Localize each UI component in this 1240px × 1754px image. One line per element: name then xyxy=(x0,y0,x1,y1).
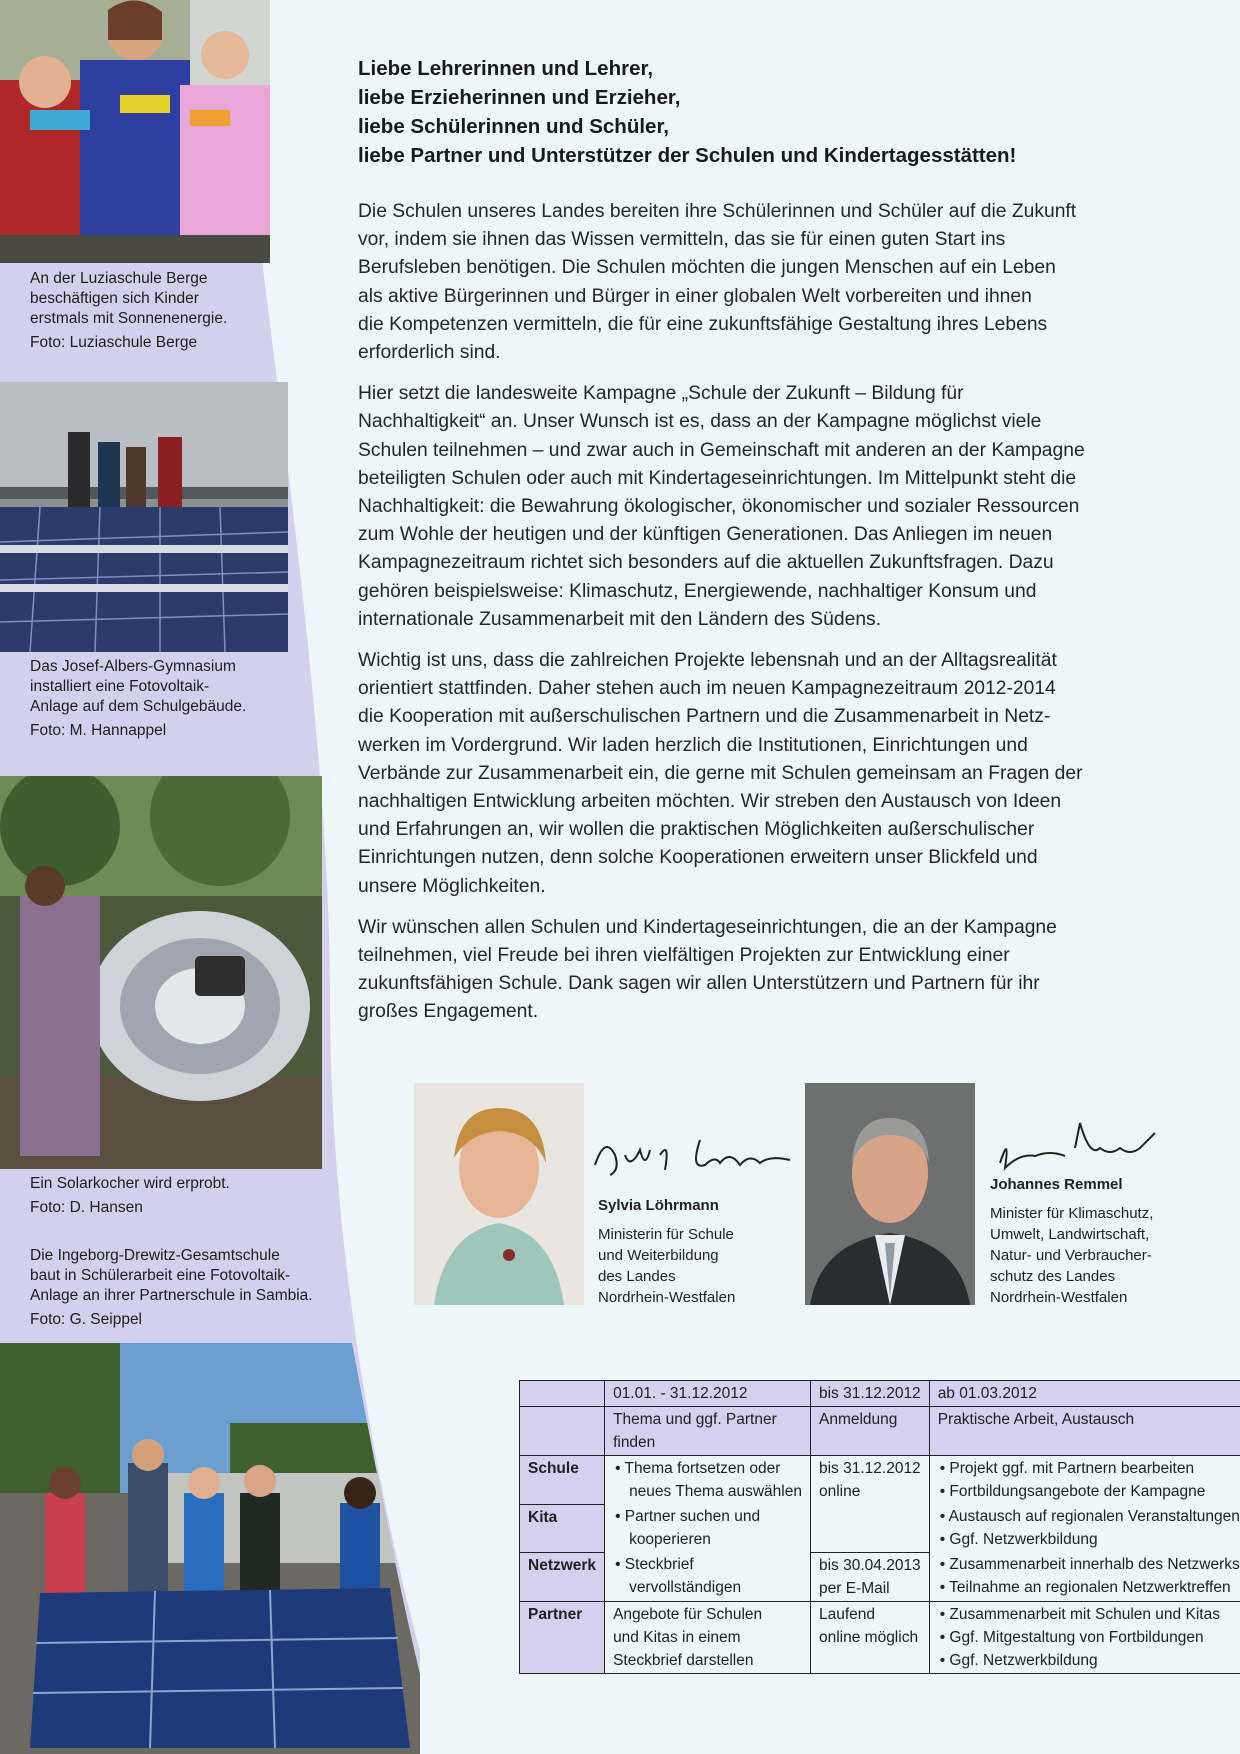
text-line: zukunftsfähigen Schule. Dank sagen wir allen Unterstützern und Partnern für ihr xyxy=(358,973,1040,995)
salutation-line: liebe Partner und Unterstützer der Schulen und Kindertagesstätten! xyxy=(358,144,1017,167)
table-cell xyxy=(605,1504,811,1552)
text-line: Nachhaltigkeit: die Bewahrung ökologischer, ökonomischer und sozialer Ressourcen xyxy=(358,496,1080,518)
text-line: werken im Vordergrund. Wir laden herzlich die Institutionen, Einrichtungen und xyxy=(358,734,1028,756)
bullet-text: Austausch auf regionalen Veranstaltungen xyxy=(948,1508,1240,1525)
caption-2 xyxy=(0,657,310,741)
cell-line: Steckbrief darstellen xyxy=(613,1651,754,1669)
row-label: Kita xyxy=(520,1504,605,1552)
table-subheader-cell xyxy=(810,1407,929,1456)
table-cell xyxy=(605,1456,811,1505)
cell-line: online xyxy=(818,1483,861,1500)
caption-text-line: Ein Solarkocher wird erprobt. xyxy=(30,1175,230,1192)
text-line: großes Engagement. xyxy=(358,1001,539,1023)
letter-body xyxy=(358,54,1188,1040)
signatory-title-line: und Weiterbildung xyxy=(598,1247,719,1264)
caption-4 xyxy=(0,1246,360,1330)
bullet-text: Ggf. Mitgestaltung von Fortbildungen xyxy=(949,1628,1204,1646)
text-line: Wichtig ist uns, dass die zahlreichen Projekte lebensnah und an der Alltagsrealität xyxy=(358,650,1057,672)
text-line: Berufsleben benötigen. Die Schulen möchten die jungen Menschen auf ein Leben xyxy=(358,257,1056,279)
caption-text-line: erstmals mit Sonnenenergie. xyxy=(30,310,228,327)
text-line: die Kompetenzen vermitteln, die für eine zukunftsfähige Gestaltung ihres Lebens xyxy=(358,313,1048,335)
caption-text-line: Die Ingeborg-Drewitz-Gesamtschule xyxy=(30,1247,280,1264)
caption-1 xyxy=(0,269,300,353)
text-line: Nachhaltigkeit“ an. Unser Wunsch ist es, dass an der Kampagne möglichst viele xyxy=(358,411,1042,433)
cell-line: neues Thema auswählen xyxy=(629,1483,802,1500)
bullet-item xyxy=(613,1457,802,1480)
text-line: Hier setzt die landesweite Kampagne „Schule der Zukunft – Bildung für xyxy=(358,383,964,405)
table-subheader-cell xyxy=(605,1407,811,1456)
signatory-title-line: des Landes xyxy=(598,1268,676,1285)
cell-line: bis 30.04.2013 xyxy=(818,1556,921,1574)
text-line: Schulen teilnehmen – und zwar auch in Gemeinschaft mit anderen an der Kampagne xyxy=(358,439,1085,461)
photo-column xyxy=(0,0,420,1754)
table-row xyxy=(520,1504,1240,1552)
caption-3 xyxy=(0,1174,320,1218)
table-cell xyxy=(810,1504,929,1552)
signatory-title-line: Nordrhein-Westfalen xyxy=(598,1289,736,1306)
signatory-title-line: Umwelt, Landwirtschaft, xyxy=(990,1226,1150,1243)
salutation-line: liebe Erzieherinnen und Erzieher, xyxy=(358,86,681,109)
bullet-text: Teilnahme an regionalen Netzwerktreffen xyxy=(949,1579,1231,1596)
signature-sylvia-loehrmann xyxy=(590,1125,800,1185)
caption-text-line: Anlage auf dem Schulgebäude. xyxy=(30,698,247,715)
cell-line: vervollständigen xyxy=(629,1579,742,1596)
text-line: erforderlich sind. xyxy=(358,342,501,364)
text-line: als aktive Bürgerinnen und Bürger in einer globalen Welt vorbereiten und ihnen xyxy=(358,285,1032,307)
table-header-cell: 01.01. - 31.12.2012 xyxy=(605,1381,811,1407)
bullet-text: Zusammenarbeit mit Schulen und Kitas xyxy=(949,1605,1220,1623)
paragraph-1 xyxy=(358,198,1188,367)
text-line: beteiligten Schulen oder auch mit Kindertageseinrichtungen. Im Mittelpunkt steht die xyxy=(358,467,1077,489)
text-line: unsere Möglichkeiten. xyxy=(358,875,546,897)
signatory-2 xyxy=(990,1174,1153,1308)
text-line: teilnehmen, viel Freude bei ihren vielfältigen Projekten zur Entwicklung einer xyxy=(358,945,1010,967)
bullet-text: Fortbildungsangebote der Kampagne xyxy=(949,1483,1206,1500)
cell-line: Laufend xyxy=(818,1605,876,1623)
cell-line: Praktische Arbeit, Austausch xyxy=(937,1411,1135,1428)
cell-line: Angebote für Schulen xyxy=(613,1605,763,1623)
photo-credit: Foto: Luziaschule Berge xyxy=(30,334,198,351)
signature-johannes-remmel xyxy=(990,1118,1170,1178)
paragraph-2 xyxy=(358,380,1188,634)
portrait-johannes-remmel xyxy=(805,1083,975,1305)
signatory-name: Sylvia Löhrmann xyxy=(598,1197,719,1214)
table-cell xyxy=(929,1456,1240,1505)
paragraph-3 xyxy=(358,647,1188,901)
table-header-row xyxy=(520,1381,1240,1407)
bullet-item xyxy=(938,1626,1240,1649)
table-row xyxy=(520,1552,1240,1601)
bullet-text: Partner suchen und xyxy=(624,1508,761,1525)
text-line: die Kooperation mit außerschulischen Partnern und die Zusammenarbeit in Netz- xyxy=(358,706,1051,728)
salutation xyxy=(358,54,1188,170)
caption-text-line: baut in Schülerarbeit eine Fotovoltaik- xyxy=(30,1267,291,1284)
bullet-item xyxy=(938,1553,1240,1576)
text-line: nachhaltigen Entwicklung arbeiten möchten. Wir streben den Austausch von Ideen xyxy=(358,791,1062,813)
text-line: Wir wünschen allen Schulen und Kindertageseinrichtungen, die an der Kampagne xyxy=(358,916,1057,938)
table-cell xyxy=(810,1601,929,1673)
table-subheader-cell xyxy=(929,1407,1240,1456)
bullet-item xyxy=(938,1480,1240,1503)
bullet-text: Ggf. Netzwerkbildung xyxy=(949,1651,1098,1669)
bullet-text: Zusammenarbeit innerhalb des Netzwerks xyxy=(949,1556,1240,1573)
table-cell xyxy=(929,1552,1240,1601)
cell-line: per E-Mail xyxy=(818,1579,890,1597)
bullet-item xyxy=(938,1505,1240,1528)
paragraph-4 xyxy=(358,914,1188,1027)
row-label: Partner xyxy=(520,1601,605,1673)
bullet-item xyxy=(613,1553,802,1576)
bullet-item xyxy=(613,1505,802,1528)
table-subheader-row xyxy=(520,1407,1240,1456)
bullet-item xyxy=(938,1576,1240,1599)
signatory-title-line: Nordrhein-Westfalen xyxy=(990,1289,1128,1306)
photo-credit: Foto: G. Seippel xyxy=(30,1311,143,1328)
signatory-title-line: schutz des Landes xyxy=(990,1268,1116,1285)
signatory-title-line: Ministerin für Schule xyxy=(598,1226,734,1243)
cell-line: kooperieren xyxy=(629,1531,711,1548)
bullet-text: Thema fortsetzen oder xyxy=(624,1460,781,1477)
salutation-line: liebe Schülerinnen und Schüler, xyxy=(358,115,669,138)
salutation-line: Liebe Lehrerinnen und Lehrer, xyxy=(358,57,654,80)
text-line: Verbände zur Zusammenarbeit ein, die gerne mit Schulen gemeinsam an Fragen der xyxy=(358,762,1083,784)
caption-text-line: Anlage an ihrer Partnerschule in Sambia. xyxy=(30,1287,313,1304)
bullet-text: Ggf. Netzwerkbildung xyxy=(949,1531,1098,1548)
text-line: orientiert stattfinden. Daher stehen auch im neuen Kampagnezeitraum 2012-2014 xyxy=(358,678,1056,700)
cell-line: online möglich xyxy=(818,1628,919,1646)
table-row xyxy=(520,1456,1240,1505)
cell-line: und Kitas in einem xyxy=(613,1628,741,1646)
table-header-cell: ab 01.03.2012 xyxy=(929,1381,1240,1407)
cell-line: finden xyxy=(613,1434,656,1451)
caption-text-line: An der Luziaschule Berge xyxy=(30,270,208,287)
row-label: Schule xyxy=(520,1456,605,1505)
signatory-title-line: Minister für Klimaschutz, xyxy=(990,1205,1154,1222)
text-line: Kampagnezeitraum richtet sich besonders auf die aktuellen Zukunftsfragen. Dazu xyxy=(358,552,1054,574)
table-cell xyxy=(929,1504,1240,1552)
table-cell xyxy=(929,1601,1240,1673)
cell-line: Thema und ggf. Partner xyxy=(613,1411,777,1428)
schedule-table xyxy=(519,1380,1240,1674)
text-line: zum Wohle der heutigen und der künftigen Generationen. Das Anliegen im neuen xyxy=(358,524,1053,546)
caption-text-line: installiert eine Fotovoltaik- xyxy=(30,678,210,695)
table-corner-cell xyxy=(520,1381,605,1407)
photo-students-panel xyxy=(0,1343,420,1754)
photo-credit: Foto: D. Hansen xyxy=(30,1199,143,1216)
bullet-item xyxy=(938,1603,1240,1626)
text-line: gehören beispielsweise: Klimaschutz, Energiewende, nachhaltiger Konsum und xyxy=(358,580,1037,602)
table-cell xyxy=(810,1552,929,1601)
bullet-item xyxy=(938,1649,1240,1672)
bullet-text: Projekt ggf. mit Partnern bearbeiten xyxy=(949,1460,1195,1477)
caption-text-line: Das Josef-Albers-Gymnasium xyxy=(30,658,236,675)
photo-solar-roof xyxy=(0,382,288,652)
text-line: internationale Zusammenarbeit mit den Ländern des Südens. xyxy=(358,608,882,630)
signatory-name: Johannes Remmel xyxy=(990,1176,1123,1193)
signatory-title-line: Natur- und Verbraucher- xyxy=(990,1247,1152,1264)
table-corner-cell xyxy=(520,1407,605,1456)
row-label: Netzwerk xyxy=(520,1552,605,1601)
signatory-1 xyxy=(598,1195,735,1308)
text-line: Die Schulen unseres Landes bereiten ihre Schülerinnen und Schüler auf die Zukunft xyxy=(358,201,1077,222)
bullet-text: Steckbrief xyxy=(624,1556,694,1573)
table-row xyxy=(520,1601,1240,1673)
photo-credit: Foto: M. Hannappel xyxy=(30,722,167,739)
table-cell xyxy=(605,1552,811,1601)
table-header-cell: bis 31.12.2012 xyxy=(810,1381,929,1407)
caption-text-line: beschäftigen sich Kinder xyxy=(30,290,199,307)
table-cell xyxy=(605,1601,811,1673)
portrait-sylvia-loehrmann xyxy=(414,1083,584,1305)
text-line: vor, indem sie ihnen das Wissen vermitteln, das sie für einen guten Start ins xyxy=(358,229,1006,251)
cell-line: Anmeldung xyxy=(818,1411,898,1428)
photo-solar-cooker xyxy=(0,776,322,1169)
table-cell xyxy=(810,1456,929,1505)
text-line: und Erfahrungen an, wir wollen die praktischen Möglichkeiten außerschulischer xyxy=(358,819,1035,841)
photo-children-solar xyxy=(0,0,270,263)
text-line: Einrichtungen nutzen, denn solche Kooperationen erweitern unser Blickfeld und xyxy=(358,847,1038,869)
bullet-item xyxy=(938,1528,1240,1551)
bullet-item xyxy=(938,1457,1240,1480)
cell-line: bis 31.12.2012 xyxy=(818,1460,921,1477)
